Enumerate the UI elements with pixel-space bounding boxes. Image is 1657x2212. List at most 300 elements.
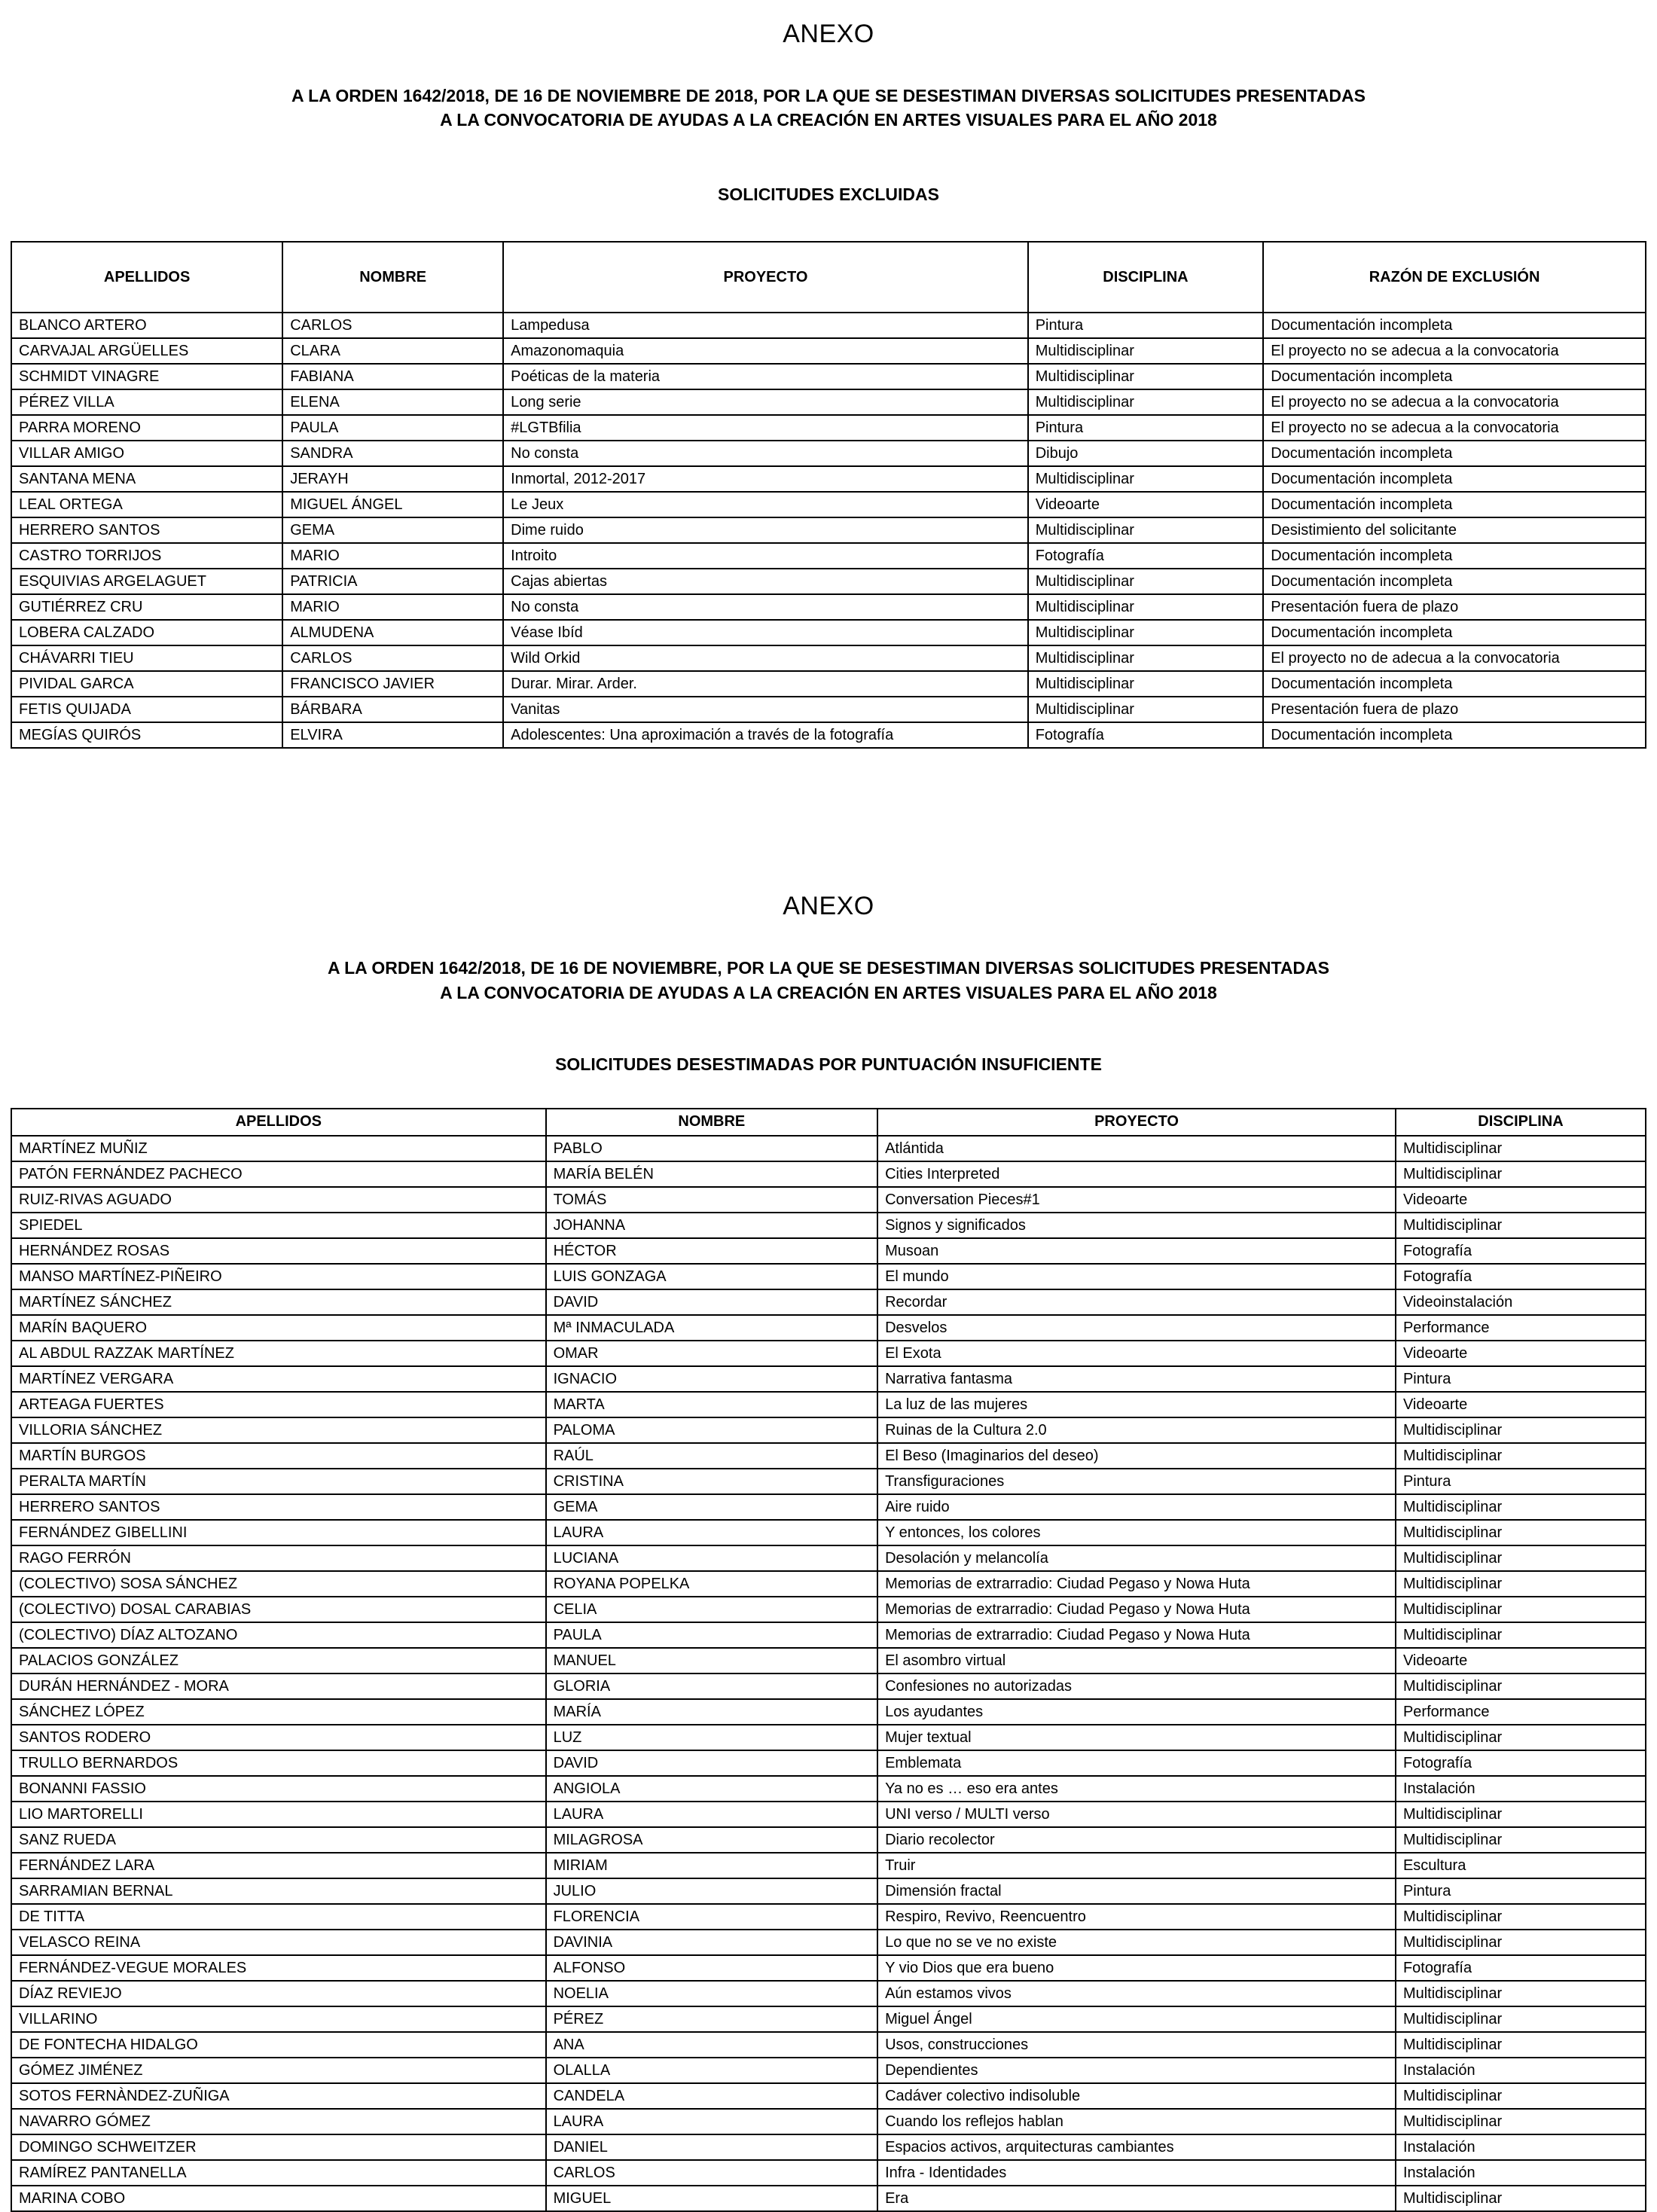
table-row [11, 1853, 1646, 1878]
table-cell: AL ABDUL RAZZAK MARTÍNEZ [11, 1341, 546, 1366]
table-cell: Multidisciplinar [1028, 338, 1263, 364]
table-row [11, 1289, 1646, 1315]
table-cell: Cuando los reflejos hablan [877, 2109, 1396, 2134]
table-cell: ALMUDENA [282, 620, 503, 645]
table-cell: Lampedusa [503, 313, 1028, 338]
table-cell: Poéticas de la materia [503, 364, 1028, 389]
table-cell: Multidisciplinar [1396, 1802, 1646, 1827]
table-row [11, 492, 1646, 517]
table-cell: FERNÁNDEZ GIBELLINI [11, 1520, 546, 1545]
table-cell: Signos y significados [877, 1213, 1396, 1238]
column-header: NOMBRE [282, 242, 503, 313]
table-cell: Multidisciplinar [1396, 1981, 1646, 2006]
table-cell: Multidisciplinar [1396, 1571, 1646, 1597]
table-cell: Multidisciplinar [1028, 466, 1263, 492]
table-cell: VELASCO REINA [11, 1930, 546, 1955]
table-cell: El Beso (Imaginarios del deseo) [877, 1443, 1396, 1469]
table-row [11, 1136, 1646, 1161]
table-row [11, 1776, 1646, 1802]
table-cell: PÉREZ [546, 2006, 878, 2032]
table-cell: PARRA MORENO [11, 415, 282, 441]
table-cell: JULIO [546, 1878, 878, 1904]
column-header: PROYECTO [877, 1109, 1396, 1136]
table-cell: Y vio Dios que era bueno [877, 1955, 1396, 1981]
table-row [11, 1392, 1646, 1417]
table-cell: Documentación incompleta [1263, 620, 1646, 645]
table-row [11, 1520, 1646, 1545]
table-cell: PAULA [282, 415, 503, 441]
table-row [11, 543, 1646, 569]
table-cell: FABIANA [282, 364, 503, 389]
table-row [11, 1904, 1646, 1930]
table-cell: LUZ [546, 1725, 878, 1750]
table-cell: GÓMEZ JIMÉNEZ [11, 2058, 546, 2083]
table-cell: ELVIRA [282, 722, 503, 748]
table-cell: SANTANA MENA [11, 466, 282, 492]
table-cell: HERRERO SANTOS [11, 1494, 546, 1520]
table-cell: ROYANA POPELKA [546, 1571, 878, 1597]
table-cell: ANGIOLA [546, 1776, 878, 1802]
table-cell: Documentación incompleta [1263, 543, 1646, 569]
table-cell: MIGUEL [546, 2186, 878, 2211]
table-cell: MILAGROSA [546, 1827, 878, 1853]
table-cell: ANA [546, 2032, 878, 2058]
table-cell: Cadáver colectivo indisoluble [877, 2083, 1396, 2109]
table-cell: NOELIA [546, 1981, 878, 2006]
table-cell: FLORENCIA [546, 1904, 878, 1930]
table-cell: Atlántida [877, 1136, 1396, 1161]
table-cell: RAGO FERRÓN [11, 1545, 546, 1571]
table-row [11, 2160, 1646, 2186]
table-cell: Transfiguraciones [877, 1469, 1396, 1494]
table-cell: Miguel Ángel [877, 2006, 1396, 2032]
table-row [11, 1187, 1646, 1213]
table-cell: Infra - Identidades [877, 2160, 1396, 2186]
table-cell: FERNÁNDEZ LARA [11, 1853, 546, 1878]
table-cell: Fotografía [1396, 1750, 1646, 1776]
table-row [11, 1366, 1646, 1392]
table-cell: Multidisciplinar [1396, 2032, 1646, 2058]
table-cell: Multidisciplinar [1396, 1520, 1646, 1545]
table-cell: LUCIANA [546, 1545, 878, 1571]
table-cell: Musoan [877, 1238, 1396, 1264]
table-cell: Memorias de extrarradio: Ciudad Pegaso y Nowa Huta [877, 1571, 1396, 1597]
table-cell: FERNÁNDEZ-VEGUE MORALES [11, 1955, 546, 1981]
table-row [11, 2134, 1646, 2160]
table-cell: SOTOS FERNÀNDEZ-ZUÑIGA [11, 2083, 546, 2109]
table-row [11, 1494, 1646, 1520]
table-cell: Vanitas [503, 697, 1028, 722]
annex-subtitle [11, 84, 1646, 132]
table-cell: UNI verso / MULTI verso [877, 1802, 1396, 1827]
table-cell: Durar. Mirar. Arder. [503, 671, 1028, 697]
table-cell: CARLOS [282, 645, 503, 671]
table-cell: HERNÁNDEZ ROSAS [11, 1238, 546, 1264]
table-cell: Documentación incompleta [1263, 569, 1646, 594]
table-cell: LAURA [546, 1520, 878, 1545]
column-header: APELLIDOS [11, 1109, 546, 1136]
table-cell: CARLOS [546, 2160, 878, 2186]
table-row [11, 389, 1646, 415]
table-cell: PATÓN FERNÁNDEZ PACHECO [11, 1161, 546, 1187]
table-row [11, 1443, 1646, 1469]
table-cell: LIO MARTORELLI [11, 1802, 546, 1827]
table-cell: El Exota [877, 1341, 1396, 1366]
table-row [11, 1545, 1646, 1571]
table-cell: Multidisciplinar [1396, 1904, 1646, 1930]
table-cell: PALACIOS GONZÁLEZ [11, 1648, 546, 1673]
table-cell: PÉREZ VILLA [11, 389, 282, 415]
table-cell: Memorias de extrarradio: Ciudad Pegaso y Nowa Huta [877, 1622, 1396, 1648]
table-cell: El proyecto no se adecua a la convocatoria [1263, 338, 1646, 364]
table-cell: Videoarte [1396, 1341, 1646, 1366]
table-cell: Introito [503, 543, 1028, 569]
table-cell: Dime ruido [503, 517, 1028, 543]
table-cell: MANUEL [546, 1648, 878, 1673]
table-cell: MEGÍAS QUIRÓS [11, 722, 282, 748]
table-cell: HERRERO SANTOS [11, 517, 282, 543]
table-cell: Pintura [1028, 415, 1263, 441]
table-cell: Multidisciplinar [1396, 2186, 1646, 2211]
table-row [11, 1417, 1646, 1443]
table-cell: No consta [503, 594, 1028, 620]
table-cell: Truir [877, 1853, 1396, 1878]
table-cell: GEMA [546, 1494, 878, 1520]
table-cell: Documentación incompleta [1263, 492, 1646, 517]
column-header: RAZÓN DE EXCLUSIÓN [1263, 242, 1646, 313]
table-cell: Documentación incompleta [1263, 722, 1646, 748]
table-cell: HÉCTOR [546, 1238, 878, 1264]
table-cell: Le Jeux [503, 492, 1028, 517]
table-cell: OMAR [546, 1341, 878, 1366]
table-cell: Long serie [503, 389, 1028, 415]
table-row [11, 1597, 1646, 1622]
table-cell: LUIS GONZAGA [546, 1264, 878, 1289]
table-cell: Aún estamos vivos [877, 1981, 1396, 2006]
table-cell: Multidisciplinar [1396, 1213, 1646, 1238]
table-cell: El proyecto no se adecua a la convocatoria [1263, 415, 1646, 441]
table-header-row [11, 242, 1646, 313]
table-cell: PAULA [546, 1622, 878, 1648]
table-cell: LOBERA CALZADO [11, 620, 282, 645]
table-cell: DE TITTA [11, 1904, 546, 1930]
table-cell: PABLO [546, 1136, 878, 1161]
table-cell: Presentación fuera de plazo [1263, 594, 1646, 620]
table-cell: Fotografía [1396, 1955, 1646, 1981]
document-page [0, 20, 1657, 2212]
table-cell: (COLECTIVO) SOSA SÁNCHEZ [11, 1571, 546, 1597]
table-cell: RUIZ-RIVAS AGUADO [11, 1187, 546, 1213]
table-cell: Instalación [1396, 2134, 1646, 2160]
table-cell: Instalación [1396, 2160, 1646, 2186]
table-cell: Multidisciplinar [1396, 2083, 1646, 2109]
table-cell: CASTRO TORRIJOS [11, 543, 282, 569]
table-cell: MARTÍNEZ SÁNCHEZ [11, 1289, 546, 1315]
table-cell: Confesiones no autorizadas [877, 1673, 1396, 1699]
table-cell: Instalación [1396, 1776, 1646, 1802]
table-cell: Multidisciplinar [1396, 1673, 1646, 1699]
table-cell: Documentación incompleta [1263, 671, 1646, 697]
annex-subtitle-line-2: A LA CONVOCATORIA DE AYUDAS A LA CREACIÓN EN ARTES VISUALES PARA EL AÑO 2018 [440, 110, 1217, 130]
table-cell: Multidisciplinar [1396, 1930, 1646, 1955]
table-row [11, 441, 1646, 466]
table-cell: El asombro virtual [877, 1648, 1396, 1673]
column-header: NOMBRE [546, 1109, 878, 1136]
table-cell: Multidisciplinar [1028, 594, 1263, 620]
table-cell: SANZ RUEDA [11, 1827, 546, 1853]
table-cell: DURÁN HERNÁNDEZ - MORA [11, 1673, 546, 1699]
table-cell: DOMINGO SCHWEITZER [11, 2134, 546, 2160]
table-cell: PIVIDAL GARCA [11, 671, 282, 697]
table-row [11, 1648, 1646, 1673]
table-cell: Usos, construcciones [877, 2032, 1396, 2058]
table-cell: RAMÍREZ PANTANELLA [11, 2160, 546, 2186]
table-cell: Videoinstalación [1396, 1289, 1646, 1315]
table-row [11, 1622, 1646, 1648]
table-cell: Pintura [1396, 1469, 1646, 1494]
table-row [11, 569, 1646, 594]
table-cell: Dimensión fractal [877, 1878, 1396, 1904]
table-row [11, 1469, 1646, 1494]
table-cell: RAÚL [546, 1443, 878, 1469]
table-cell: Multidisciplinar [1396, 1161, 1646, 1187]
table-cell: Videoarte [1396, 1392, 1646, 1417]
table-cell: Multidisciplinar [1028, 645, 1263, 671]
table-cell: Amazonomaquia [503, 338, 1028, 364]
table-cell: Cajas abiertas [503, 569, 1028, 594]
column-header: PROYECTO [503, 242, 1028, 313]
table-cell: Documentación incompleta [1263, 313, 1646, 338]
table-cell: Multidisciplinar [1396, 1443, 1646, 1469]
table-cell: DAVID [546, 1289, 878, 1315]
table-cell: Fotografía [1028, 722, 1263, 748]
table-cell: Ya no es … eso era antes [877, 1776, 1396, 1802]
table-cell: La luz de las mujeres [877, 1392, 1396, 1417]
table-row [11, 1161, 1646, 1187]
table-row [11, 2032, 1646, 2058]
table-cell: MARÍN BAQUERO [11, 1315, 546, 1341]
table-cell: MANSO MARTÍNEZ-PIÑEIRO [11, 1264, 546, 1289]
table-cell: Diario recolector [877, 1827, 1396, 1853]
table-cell: Multidisciplinar [1028, 671, 1263, 697]
table-cell: Multidisciplinar [1396, 1827, 1646, 1853]
table-cell: FRANCISCO JAVIER [282, 671, 503, 697]
table-cell: SANTOS RODERO [11, 1725, 546, 1750]
table-cell: Y entonces, los colores [877, 1520, 1396, 1545]
table-cell: MIRIAM [546, 1853, 878, 1878]
table-cell: Documentación incompleta [1263, 466, 1646, 492]
table-cell: Videoarte [1396, 1187, 1646, 1213]
table-row [11, 466, 1646, 492]
table-row [11, 2186, 1646, 2211]
table-cell: DAVID [546, 1750, 878, 1776]
table-cell: Multidisciplinar [1028, 364, 1263, 389]
table-cell: Multidisciplinar [1396, 1136, 1646, 1161]
table-cell: MARTÍNEZ MUÑIZ [11, 1136, 546, 1161]
table-cell: (COLECTIVO) DOSAL CARABIAS [11, 1597, 546, 1622]
table-cell: Espacios activos, arquitecturas cambiantes [877, 2134, 1396, 2160]
table-cell: NAVARRO GÓMEZ [11, 2109, 546, 2134]
table-row [11, 1213, 1646, 1238]
table-cell: Multidisciplinar [1396, 1622, 1646, 1648]
table-row [11, 697, 1646, 722]
table-cell: BONANNI FASSIO [11, 1776, 546, 1802]
table-cell: DE FONTECHA HIDALGO [11, 2032, 546, 2058]
table-row [11, 1981, 1646, 2006]
table-cell: Ruinas de la Cultura 2.0 [877, 1417, 1396, 1443]
table-cell: Documentación incompleta [1263, 364, 1646, 389]
annex-subtitle [11, 956, 1646, 1004]
annex-subtitle-line-2: A LA CONVOCATORIA DE AYUDAS A LA CREACIÓN EN ARTES VISUALES PARA EL AÑO 2018 [440, 982, 1217, 1002]
table-row [11, 517, 1646, 543]
table-cell: MARÍA [546, 1699, 878, 1725]
table-row [11, 620, 1646, 645]
table-cell: Cities Interpreted [877, 1161, 1396, 1187]
table-cell: TRULLO BERNARDOS [11, 1750, 546, 1776]
table-cell: Memorias de extrarradio: Ciudad Pegaso y Nowa Huta [877, 1597, 1396, 1622]
table-cell: Véase Ibíd [503, 620, 1028, 645]
table-row [11, 1238, 1646, 1264]
table-cell: SÁNCHEZ LÓPEZ [11, 1699, 546, 1725]
table-cell: Aire ruido [877, 1494, 1396, 1520]
table-cell: Multidisciplinar [1396, 1417, 1646, 1443]
table-header-row [11, 1109, 1646, 1136]
table-row [11, 2006, 1646, 2032]
table-cell: CELIA [546, 1597, 878, 1622]
table-cell: Videoarte [1396, 1648, 1646, 1673]
table-row [11, 1571, 1646, 1597]
table-cell: Multidisciplinar [1028, 389, 1263, 415]
table-cell: MARÍA BELÉN [546, 1161, 878, 1187]
table-cell: (COLECTIVO) DÍAZ ALTOZANO [11, 1622, 546, 1648]
table-cell: DAVINIA [546, 1930, 878, 1955]
column-header: APELLIDOS [11, 242, 282, 313]
table-cell: Dibujo [1028, 441, 1263, 466]
table-cell: PATRICIA [282, 569, 503, 594]
table-cell: MARIO [282, 543, 503, 569]
table-cell: ESQUIVIAS ARGELAGUET [11, 569, 282, 594]
table-cell: Escultura [1396, 1853, 1646, 1878]
annex-title: ANEXO [783, 20, 874, 48]
table-cell: Multidisciplinar [1396, 1725, 1646, 1750]
table-cell: Videoarte [1028, 492, 1263, 517]
column-header: DISCIPLINA [1028, 242, 1263, 313]
table-cell: MARIO [282, 594, 503, 620]
table-row [11, 313, 1646, 338]
table-cell: Lo que no se ve no existe [877, 1930, 1396, 1955]
table-cell: Pintura [1396, 1366, 1646, 1392]
table-row [11, 1827, 1646, 1853]
table-cell: Fotografía [1396, 1264, 1646, 1289]
excluded-applications-table [11, 241, 1646, 749]
annex-section-desestimadas [11, 892, 1646, 2211]
table-cell: IGNACIO [546, 1366, 878, 1392]
table-cell: Dependientes [877, 2058, 1396, 2083]
table-row [11, 1802, 1646, 1827]
table-cell: Mª INMACULADA [546, 1315, 878, 1341]
table-cell: JERAYH [282, 466, 503, 492]
table-cell: Fotografía [1028, 543, 1263, 569]
table-cell: Mujer textual [877, 1725, 1396, 1750]
table-cell: MIGUEL ÁNGEL [282, 492, 503, 517]
table-row [11, 1699, 1646, 1725]
table-row [11, 1264, 1646, 1289]
table-row [11, 722, 1646, 748]
table-cell: GUTIÉRREZ CRU [11, 594, 282, 620]
table-row [11, 1750, 1646, 1776]
table-cell: VILLAR AMIGO [11, 441, 282, 466]
table-title-desestimadas: SOLICITUDES DESESTIMADAS POR PUNTUACIÓN INSUFICIENTE [555, 1054, 1102, 1074]
table-row [11, 1878, 1646, 1904]
table-cell: PERALTA MARTÍN [11, 1469, 546, 1494]
table-row [11, 1725, 1646, 1750]
table-cell: Multidisciplinar [1028, 569, 1263, 594]
table-cell: TOMÁS [546, 1187, 878, 1213]
table-row [11, 415, 1646, 441]
table-cell: ALFONSO [546, 1955, 878, 1981]
table-cell: Multidisciplinar [1396, 1494, 1646, 1520]
table-cell: Inmortal, 2012-2017 [503, 466, 1028, 492]
annex-section-excluidas [11, 20, 1646, 749]
table-row [11, 594, 1646, 620]
table-cell: El proyecto no se adecua a la convocatoria [1263, 389, 1646, 415]
table-title-excluidas: SOLICITUDES EXCLUIDAS [718, 185, 939, 205]
table-cell: Los ayudantes [877, 1699, 1396, 1725]
table-row [11, 338, 1646, 364]
table-row [11, 1673, 1646, 1699]
table-cell: SCHMIDT VINAGRE [11, 364, 282, 389]
table-cell: Respiro, Revivo, Reencuentro [877, 1904, 1396, 1930]
table-row [11, 2083, 1646, 2109]
table-row [11, 645, 1646, 671]
table-cell: DANIEL [546, 2134, 878, 2160]
table-cell: Pintura [1028, 313, 1263, 338]
table-row [11, 1930, 1646, 1955]
annex-subtitle-line-1: A LA ORDEN 1642/2018, DE 16 DE NOVIEMBRE DE 2018, POR LA QUE SE DESESTIMAN DIVERSAS SOLICITUDES PRESENTADAS [291, 86, 1366, 105]
table-cell: CANDELA [546, 2083, 878, 2109]
table-cell: Performance [1396, 1315, 1646, 1341]
table-cell: CARLOS [282, 313, 503, 338]
column-header: DISCIPLINA [1396, 1109, 1646, 1136]
table-cell: OLALLA [546, 2058, 878, 2083]
table-cell: Multidisciplinar [1396, 2006, 1646, 2032]
table-cell: SANDRA [282, 441, 503, 466]
table-cell: El proyecto no de adecua a la convocatoria [1263, 645, 1646, 671]
table-cell: Multidisciplinar [1028, 697, 1263, 722]
table-cell: Recordar [877, 1289, 1396, 1315]
table-cell: VILLARINO [11, 2006, 546, 2032]
table-cell: MARTÍN BURGOS [11, 1443, 546, 1469]
table-cell: Wild Orkid [503, 645, 1028, 671]
table-cell: Presentación fuera de plazo [1263, 697, 1646, 722]
table-row [11, 1315, 1646, 1341]
table-cell: CLARA [282, 338, 503, 364]
table-row [11, 2109, 1646, 2134]
table-cell: Multidisciplinar [1396, 2109, 1646, 2134]
table-cell: VILLORIA SÁNCHEZ [11, 1417, 546, 1443]
table-cell: Emblemata [877, 1750, 1396, 1776]
table-cell: Multidisciplinar [1396, 1545, 1646, 1571]
table-cell: Conversation Pieces#1 [877, 1187, 1396, 1213]
table-cell: SPIEDEL [11, 1213, 546, 1238]
table-cell: Era [877, 2186, 1396, 2211]
table-cell: Desolación y melancolía [877, 1545, 1396, 1571]
table-cell: #LGTBfilia [503, 415, 1028, 441]
table-row [11, 1955, 1646, 1981]
table-cell: MARTA [546, 1392, 878, 1417]
table-cell: CHÁVARRI TIEU [11, 645, 282, 671]
table-cell: MARINA COBO [11, 2186, 546, 2211]
